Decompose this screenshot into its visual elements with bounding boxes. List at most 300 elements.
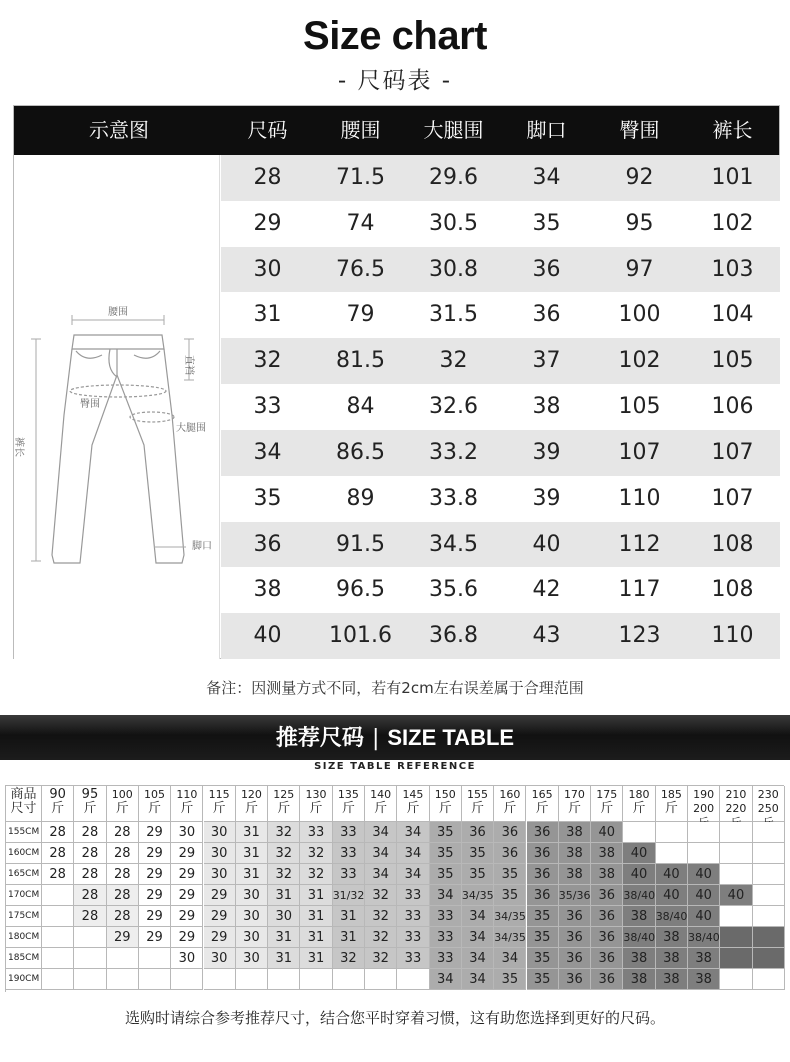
size-row [221, 430, 780, 476]
grid-value-cell: 32 [365, 885, 397, 906]
weight-header-text: 130 [305, 788, 327, 801]
grid-value-cell: 35 [494, 969, 526, 990]
grid-value-cell: 30 [236, 906, 268, 927]
weight-header-text: 斤 [212, 801, 226, 816]
grid-value-cell: 34/35 [494, 906, 526, 927]
size-cell: 36 [532, 302, 561, 328]
size-cell: 110 [711, 623, 754, 649]
size-cell: 101.6 [329, 623, 392, 649]
weight-header [397, 786, 429, 822]
size-cell: 107 [711, 439, 754, 465]
grid-value-cell: 33 [300, 822, 332, 843]
grid-value-cell: 30 [236, 948, 268, 969]
size-row [221, 338, 780, 384]
grid-value-cell: 29 [171, 885, 203, 906]
size-cell: 38 [253, 577, 282, 603]
height-label: 175CM [6, 906, 42, 927]
weight-header [462, 786, 494, 822]
weight-header-text: 175 [596, 788, 618, 801]
size-cell: 106 [711, 394, 754, 420]
header-length: 裤长 [712, 118, 753, 142]
weight-header [204, 786, 236, 822]
grid-value-cell: 35 [494, 864, 526, 885]
grid-value-cell: 30 [236, 927, 268, 948]
grid-value-cell: 29 [171, 906, 203, 927]
grid-value-cell: 31 [300, 885, 332, 906]
grid-value-cell: 35 [527, 906, 559, 927]
grid-value-cell [42, 948, 74, 969]
size-cell: 100 [618, 302, 661, 328]
grid-value-cell: 29 [139, 822, 171, 843]
grid-value-cell: 36 [559, 969, 591, 990]
grid-value-cell [753, 843, 785, 864]
size-cell: 31 [253, 302, 282, 328]
grid-value-cell [74, 969, 106, 990]
grid-value-cell [365, 969, 397, 990]
grid-corner [6, 786, 42, 822]
size-chart-body [221, 155, 780, 659]
weight-header-text: 斤 [438, 801, 452, 816]
grid-value-cell: 38/40 [688, 927, 720, 948]
grid-value-cell: 35 [527, 948, 559, 969]
size-cell: 76.5 [336, 256, 385, 282]
size-cell: 84 [346, 394, 375, 420]
size-cell: 95 [625, 210, 654, 236]
size-cell: 102 [711, 210, 754, 236]
size-row [221, 476, 780, 522]
grid-value-cell: 34 [462, 927, 494, 948]
grid-value-cell [656, 822, 688, 843]
grid-value-cell [720, 822, 752, 843]
size-cell: 81.5 [336, 348, 385, 374]
size-chart-table [13, 105, 780, 659]
grid-value-cell: 32 [300, 864, 332, 885]
size-row [221, 567, 780, 613]
weight-header [236, 786, 268, 822]
grid-value-cell: 33 [397, 948, 429, 969]
grid-value-cell: 38 [559, 864, 591, 885]
grid-value-cell: 35 [430, 864, 462, 885]
weight-header-text: 斤 [277, 801, 291, 816]
size-cell: 103 [711, 256, 754, 282]
grid-value-cell: 34/35 [494, 927, 526, 948]
measurement-note: 备注：因测量方式不同，若有2cm左右误差属于合理范围 [206, 679, 584, 697]
size-row [221, 613, 780, 659]
size-cell: 30.8 [429, 256, 478, 282]
grid-value-cell: 31 [300, 927, 332, 948]
grid-value-cell [42, 885, 74, 906]
weight-header-text: 250 [757, 802, 779, 815]
grid-value-cell: 28 [42, 843, 74, 864]
pants-measurement-illustration [14, 155, 220, 659]
weight-header-text: 200 [693, 802, 715, 815]
grid-value-cell [42, 906, 74, 927]
size-cell: 74 [346, 210, 375, 236]
grid-value-cell [42, 969, 74, 990]
weight-header [300, 786, 332, 822]
grid-value-cell: 33 [430, 927, 462, 948]
weight-header-text: 斤 [51, 801, 65, 816]
grid-value-cell: 31 [236, 843, 268, 864]
size-row [221, 384, 780, 430]
weight-header [591, 786, 623, 822]
size-cell: 104 [711, 302, 754, 328]
grid-value-cell: 31 [333, 927, 365, 948]
grid-value-cell: 33 [397, 885, 429, 906]
grid-value-cell: 32 [268, 864, 300, 885]
weight-header-text: 125 [273, 788, 295, 801]
weight-header-text: 斤 [567, 801, 581, 816]
corner-label: 尺寸 [10, 801, 37, 816]
grid-value-cell: 40 [688, 906, 720, 927]
grid-value-cell: 28 [74, 906, 106, 927]
height-label: 165CM [6, 864, 42, 885]
grid-value-cell: 34 [365, 843, 397, 864]
grid-value-cell: 36 [559, 906, 591, 927]
size-cell: 71.5 [336, 165, 385, 190]
weight-header-text: 斤 [309, 801, 323, 816]
grid-value-cell [720, 843, 752, 864]
grid-value-cell [623, 822, 655, 843]
weight-header [527, 786, 559, 822]
grid-value-cell: 30 [171, 822, 203, 843]
weight-header-text: 135 [337, 788, 359, 801]
size-cell: 79 [346, 302, 375, 328]
grid-value-cell: 34 [462, 969, 494, 990]
grid-value-cell: 33 [333, 843, 365, 864]
grid-value-cell: 29 [139, 906, 171, 927]
size-cell: 38 [532, 394, 561, 420]
length-label: 裤长 [13, 437, 24, 457]
size-cell: 34 [532, 165, 561, 190]
weight-header-text: 100 [111, 788, 133, 801]
height-label: 155CM [6, 822, 42, 843]
grid-value-cell [333, 969, 365, 990]
grid-value-cell: 35/36 [559, 885, 591, 906]
grid-value-cell [397, 969, 429, 990]
header-size: 尺码 [247, 118, 288, 142]
grid-value-cell [753, 885, 785, 906]
grid-value-cell [74, 927, 106, 948]
banner-separator: | [371, 726, 380, 751]
grid-value-cell: 34 [397, 864, 429, 885]
grid-value-cell: 29 [139, 927, 171, 948]
weight-header [171, 786, 203, 822]
grid-value-cell [107, 969, 139, 990]
grid-value-cell: 36 [462, 822, 494, 843]
grid-value-cell: 38 [688, 948, 720, 969]
grid-value-cell: 28 [42, 864, 74, 885]
grid-value-cell: 36 [559, 948, 591, 969]
weight-header-text: 斤 [83, 801, 97, 816]
grid-value-cell: 38 [559, 843, 591, 864]
grid-value-cell: 31 [268, 948, 300, 969]
size-cell: 110 [618, 485, 661, 511]
grid-value-cell: 29 [139, 843, 171, 864]
size-table-banner [0, 715, 790, 760]
size-cell: 28 [253, 165, 282, 190]
grid-value-cell: 38/40 [623, 927, 655, 948]
grid-value-cell: 33 [397, 927, 429, 948]
weight-header-text: 斤 [374, 801, 388, 816]
grid-value-cell: 38 [591, 843, 623, 864]
size-cell: 36.8 [429, 623, 478, 649]
recommendation-grid [5, 785, 784, 992]
weight-header [494, 786, 526, 822]
size-cell: 36 [532, 256, 561, 282]
grid-value-cell [171, 969, 203, 990]
grid-value-cell: 36 [591, 885, 623, 906]
grid-value-cell: 29 [139, 885, 171, 906]
grid-value-cell: 32 [268, 843, 300, 864]
hip-label: 臀围 [80, 399, 100, 410]
grid-value-cell: 29 [204, 906, 236, 927]
grid-value-cell: 38 [688, 969, 720, 990]
grid-value-cell: 35 [527, 969, 559, 990]
grid-value-cell: 36 [527, 822, 559, 843]
size-row [221, 155, 780, 201]
grid-value-cell: 34 [365, 822, 397, 843]
grid-value-cell: 36 [527, 885, 559, 906]
grid-value-cell: 31/32 [333, 885, 365, 906]
grid-value-cell: 40 [591, 822, 623, 843]
size-cell: 112 [618, 531, 661, 557]
weight-header [42, 786, 74, 822]
size-cell: 123 [618, 623, 661, 649]
size-cell: 31.5 [429, 302, 478, 328]
grid-value-cell: 32 [365, 906, 397, 927]
weight-header-text: 180 [628, 788, 650, 801]
grid-value-cell: 29 [171, 864, 203, 885]
size-cell: 37 [532, 348, 561, 374]
weight-header [559, 786, 591, 822]
weight-header-text: 斤 [600, 801, 614, 816]
corner-label: 商品 [10, 787, 37, 802]
grid-value-cell [688, 822, 720, 843]
size-cell: 29 [253, 210, 282, 236]
weight-header-text: 110 [176, 788, 198, 801]
size-cell: 35.6 [429, 577, 478, 603]
grid-value-cell: 36 [591, 906, 623, 927]
weight-header-text: 斤 [180, 801, 194, 816]
rise-label: 直裆 [183, 355, 194, 375]
size-cell: 33.2 [429, 439, 478, 465]
grid-value-cell: 36 [559, 927, 591, 948]
size-cell: 101 [711, 165, 754, 190]
size-cell: 92 [625, 165, 654, 190]
weight-header-text: 230 [757, 788, 779, 801]
weight-header-text: 210 [725, 788, 747, 801]
grid-value-cell: 38 [656, 969, 688, 990]
size-cell: 33 [253, 394, 282, 420]
size-cell: 107 [618, 439, 661, 465]
weight-header-text: 190 [693, 788, 715, 801]
grid-value-cell: 35 [527, 927, 559, 948]
weight-header-text: 斤 [341, 801, 355, 816]
weight-header [623, 786, 655, 822]
size-cell: 117 [618, 577, 661, 603]
grid-value-cell: 34 [430, 969, 462, 990]
grid-value-cell [300, 969, 332, 990]
grid-value-cell: 34 [462, 906, 494, 927]
weight-header [753, 786, 785, 822]
weight-header-text: 220 [725, 802, 747, 815]
grid-value-cell: 28 [107, 864, 139, 885]
grid-value-cell: 36 [527, 843, 559, 864]
weight-header [430, 786, 462, 822]
grid-value-cell: 30 [171, 948, 203, 969]
size-cell: 105 [618, 394, 661, 420]
grid-value-cell [139, 969, 171, 990]
grid-value-cell: 34/35 [462, 885, 494, 906]
page-title: Size chart [303, 14, 487, 58]
grid-value-cell: 38 [623, 969, 655, 990]
grid-value-cell [753, 822, 785, 843]
grid-value-cell: 38 [656, 927, 688, 948]
grid-value-cell: 34 [462, 948, 494, 969]
size-cell: 102 [618, 348, 661, 374]
grid-value-cell [753, 969, 785, 990]
banner-en: SIZE TABLE [387, 725, 515, 750]
grid-value-cell: 30 [236, 885, 268, 906]
size-chart-header [14, 106, 779, 155]
grid-value-cell: 35 [494, 885, 526, 906]
grid-value-cell: 28 [74, 843, 106, 864]
weight-header-text: 160 [499, 788, 521, 801]
grid-value-cell: 36 [591, 969, 623, 990]
grid-value-cell: 28 [107, 906, 139, 927]
size-cell: 40 [253, 623, 282, 649]
size-cell: 105 [711, 348, 754, 374]
size-row [221, 247, 780, 293]
banner-title [0, 715, 790, 760]
size-cell: 34.5 [429, 531, 478, 557]
grid-value-cell: 30 [204, 948, 236, 969]
grid-value-cell: 33 [430, 906, 462, 927]
grid-value-cell: 36 [591, 927, 623, 948]
grid-value-cell: 38/40 [656, 906, 688, 927]
weight-header [107, 786, 139, 822]
size-row [221, 201, 780, 247]
weight-header-text: 斤 [406, 801, 420, 816]
grid-value-cell: 31 [300, 906, 332, 927]
grid-value-cell: 28 [107, 843, 139, 864]
grid-value-cell: 38 [623, 906, 655, 927]
weight-header-text: 斤 [632, 801, 646, 816]
weight-header-text: 155 [467, 788, 489, 801]
weight-header-text: 90 [49, 787, 66, 802]
hem-label: 脚口 [192, 541, 212, 552]
size-cell: 89 [346, 485, 375, 511]
grid-value-cell [107, 948, 139, 969]
grid-value-cell: 31 [268, 885, 300, 906]
size-cell: 34 [253, 439, 282, 465]
height-label: 160CM [6, 843, 42, 864]
size-cell: 35 [532, 210, 561, 236]
grid-value-cell: 36 [494, 822, 526, 843]
weight-header-text: 斤 [503, 801, 517, 816]
size-row [221, 522, 780, 568]
grid-value-cell: 35 [462, 864, 494, 885]
grid-value-cell [720, 906, 752, 927]
size-cell: 32.6 [429, 394, 478, 420]
height-label: 190CM [6, 969, 42, 990]
grid-value-cell: 36 [591, 948, 623, 969]
weight-header-text: 斤 [664, 801, 678, 816]
grid-value-cell: 40 [656, 885, 688, 906]
size-cell: 107 [711, 485, 754, 511]
size-cell: 33.8 [429, 485, 478, 511]
grid-value-cell: 32 [333, 948, 365, 969]
header-thigh: 大腿围 [423, 118, 484, 142]
grid-value-cell: 33 [397, 906, 429, 927]
grid-value-cell: 38 [656, 948, 688, 969]
size-cell: 96.5 [336, 577, 385, 603]
grid-value-cell: 29 [139, 864, 171, 885]
banner-cn: 推荐尺码 [275, 726, 364, 751]
grid-value-cell [720, 927, 752, 948]
size-row [221, 292, 780, 338]
grid-value-cell: 32 [365, 927, 397, 948]
grid-value-cell: 33 [333, 822, 365, 843]
grid-value-cell: 32 [300, 843, 332, 864]
header-hip: 臀围 [619, 118, 660, 142]
size-cell: 32 [253, 348, 282, 374]
grid-value-cell [139, 948, 171, 969]
grid-value-cell: 31 [236, 822, 268, 843]
size-cell: 108 [711, 531, 754, 557]
grid-value-cell: 32 [268, 822, 300, 843]
grid-value-cell: 28 [107, 885, 139, 906]
weight-header-text: 140 [370, 788, 392, 801]
grid-value-cell: 38 [591, 864, 623, 885]
weight-header [268, 786, 300, 822]
grid-value-cell: 30 [204, 864, 236, 885]
grid-value-cell: 40 [720, 885, 752, 906]
weight-header-text: 斤 [244, 801, 258, 816]
weight-header [74, 786, 106, 822]
header-hem: 脚口 [526, 118, 567, 142]
grid-value-cell: 33 [430, 948, 462, 969]
weight-header-text: 105 [144, 788, 166, 801]
size-cell: 30.5 [429, 210, 478, 236]
size-cell: 108 [711, 577, 754, 603]
grid-value-cell: 40 [623, 864, 655, 885]
grid-value-cell: 28 [107, 822, 139, 843]
size-cell: 40 [532, 531, 561, 557]
grid-value-cell [753, 927, 785, 948]
grid-value-cell: 29 [171, 927, 203, 948]
grid-value-cell: 34 [430, 885, 462, 906]
grid-value-cell: 31 [333, 906, 365, 927]
grid-value-cell: 28 [74, 864, 106, 885]
height-label: 180CM [6, 927, 42, 948]
footer-note: 选购时请综合参考推荐尺寸，结合您平时穿着习惯，这有助您选择到更好的尺码。 [124, 1009, 665, 1027]
size-cell: 35 [253, 485, 282, 511]
weight-header-text: 斤 [115, 801, 129, 816]
weight-header [139, 786, 171, 822]
pants-diagram [14, 155, 220, 659]
weight-header-text: 120 [240, 788, 262, 801]
grid-value-cell [753, 906, 785, 927]
grid-value-cell [688, 843, 720, 864]
grid-value-cell: 40 [688, 885, 720, 906]
grid-value-cell: 35 [462, 843, 494, 864]
grid-value-cell: 40 [623, 843, 655, 864]
grid-value-cell [204, 969, 236, 990]
grid-value-cell [236, 969, 268, 990]
weight-header-text: 150 [434, 788, 456, 801]
